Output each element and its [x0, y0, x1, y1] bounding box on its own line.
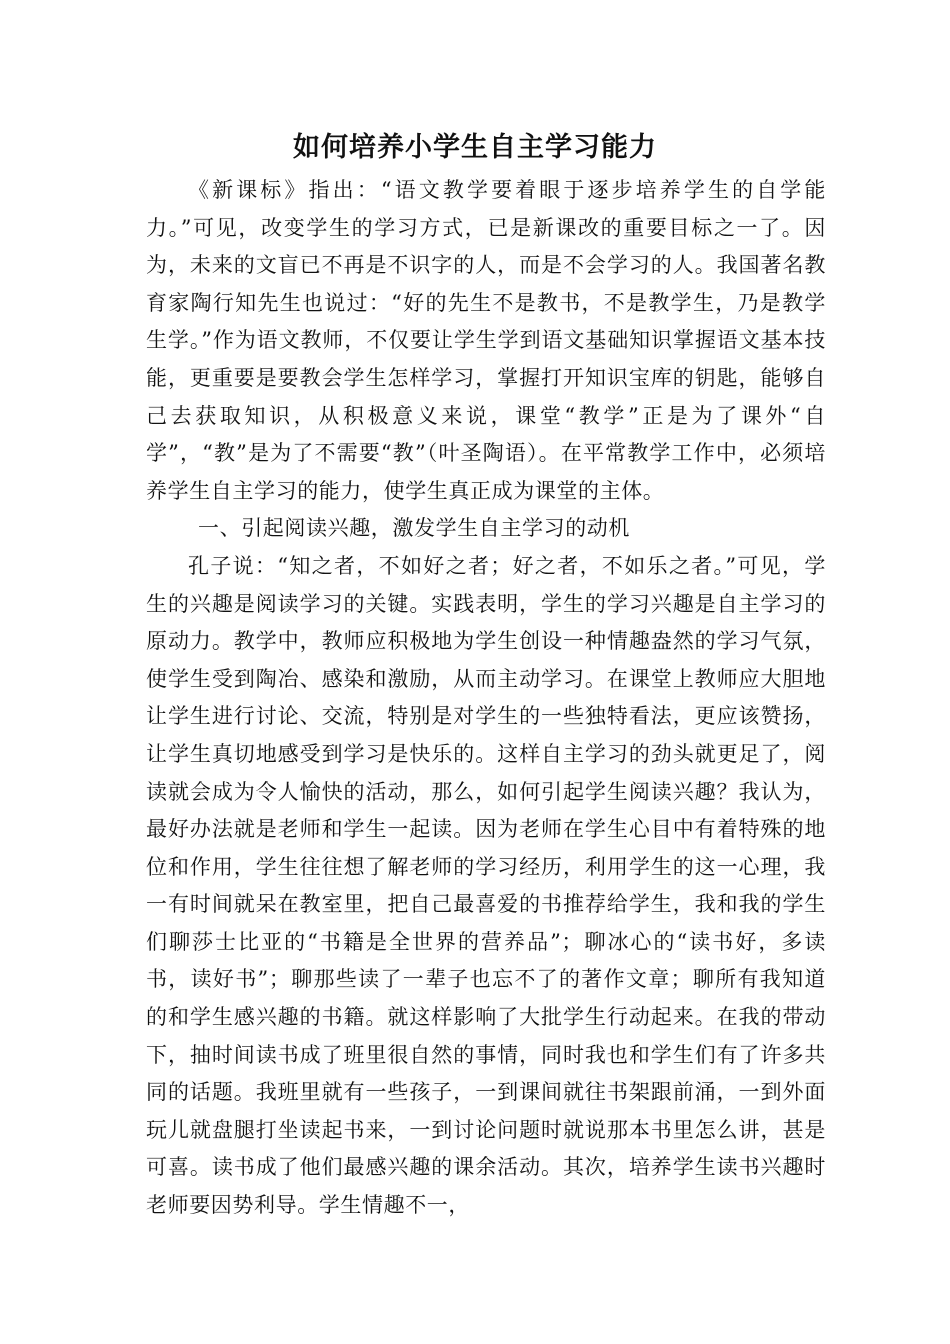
- paragraph-section-1: 孔子说：“知之者，不如好之者；好之者，不如乐之者。”可见，学生的兴趣是阅读学习的关键。实践表明，学生的学习兴趣是自主学习的原动力。教学中，教师应积极地为学生创设一种情趣盎然的学习气氛，使学生受到陶冶、感染和激励，从而主动学习。在课堂上教师应大胆地让学生进行讨论、交流，特别是对学生的一些独特看法，更应该赞扬，让学生真切地感受到学习是快乐的。这样自主学习的劲头就更足了，阅读就会成为令人愉快的活动，那么，如何引起学生阅读兴趣？我认为，最好办法就是老师和学生一起读。因为老师在学生心目中有着特殊的地位和作用，学生往往想了解老师的学习经历，利用学生的这一心理，我一有时间就呆在教室里，把自己最喜爱的书推荐给学生，我和我的学生们聊莎士比亚的“书籍是全世界的营养品”；聊冰心的“读书好，多读书，读好书”；聊那些读了一辈子也忘不了的著作文章；聊所有我知道的和学生感兴趣的书籍。就这样影响了大批学生行动起来。在我的带动下，抽时间读书成了班里很自然的事情，同时我也和学生们有了许多共同的话题。我班里就有一些孩子，一到课间就往书架跟前涌，一到外面玩儿就盘腿打坐读起书来，一到讨论问题时就说那本书里怎么讲，甚是可喜。读书成了他们最感兴趣的课余活动。其次，培养学生读书兴趣时老师要因势利导。学生情趣不一，: [146, 553, 826, 1218]
- paragraph-intro: 《新课标》指出：“语文教学要着眼于逐步培养学生的自学能力。”可见，改变学生的学习方式，已是新课改的重要目标之一了。因为，未来的文盲已不再是不识字的人，而是不会学习的人。我国著名教育家陶行知先生也说过：“好的先生不是教书，不是教学生，乃是教学生学。”作为语文教师，不仅要让学生学到语文基础知识掌握语文基本技能，更重要是要教会学生怎样学习，掌握打开知识宝库的钥匙，能够自己去获取知识，从积极意义来说，课堂“教学”正是为了课外“自学”，“教”是为了不需要“教”（叶圣陶语）。在平常教学工作中，必须培养学生自主学习的能力，使学生真正成为课堂的主体。: [146, 178, 826, 503]
- page-title: 如何培养小学生自主学习能力: [293, 132, 657, 163]
- document-body: [146, 172, 826, 1225]
- section-heading-1: 一、引起阅读兴趣，激发学生自主学习的动机: [198, 516, 630, 541]
